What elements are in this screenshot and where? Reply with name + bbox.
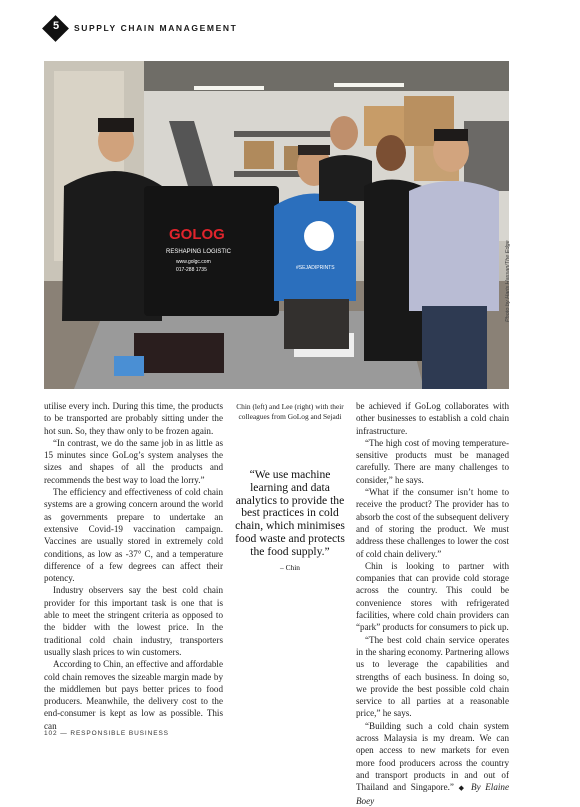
section-number: 5 [52, 20, 60, 32]
paragraph: Industry observers say the best cold chain provider for this important task is one that is able to meet the stringent criteria as opposed to the bidder with the lowest price. In the traditional cold chain industry, transporters usually slash prices to win customers. [44, 585, 223, 657]
pull-quote-text: “We use machine learning and data analytics to provide the best practices in cold chain, which minimises food waste and protects the food supply.” [235, 468, 345, 558]
pull-quote [232, 469, 348, 574]
shirt-text: #SEJADIPRINTS [296, 265, 335, 271]
article-column-2 [356, 400, 509, 807]
photo-caption: Chin (left) and Lee (right) with their colleagues from GoLog and Sejadi [236, 402, 344, 422]
end-mark-icon: ◆ [458, 784, 467, 793]
bag-url: www.golgc.com [176, 259, 211, 265]
last-paragraph [356, 720, 509, 807]
bag-brand: GOLOG [169, 226, 225, 243]
paragraph: “The best cold chain service operates in the sharing economy. Partnering allows us to leverage the capabilities and strengths of each business. In doing so, we provide the best possible cold chain service to all parties at a reasonable price,” he says. [356, 634, 509, 719]
byline: By Elaine Boey [356, 782, 509, 806]
paragraph: be achieved if GoLog collaborates with other businesses to establish a cold chain infrastructure. [356, 401, 509, 436]
paragraph-text: “Building such a cold chain system across Malaysia is my dream. We can open access to new markets for even more food producers across the country and transport products in and out of Thailand and Singapore.” [356, 720, 509, 793]
paragraph: Chin is looking to partner with companies that can provide cold storage across the country. This could be convenience stores with refrigerated facilities, where cold chain providers can “park” products for consumers to pick up. [356, 560, 509, 633]
paragraph: The efficiency and effectiveness of cold chain systems are a growing concern around the world as governments prepare to undertake an extensive Covid-19 vaccination campaign. Vaccines are usually stored in extremely cold conditions, as low as -37° C, and a temperature difference of a few degrees can affect their potency. [44, 487, 223, 584]
pull-quote-attribution: – Chin [280, 562, 300, 572]
paragraph: “In contrast, we do the same job in as little as 15 minutes since GoLog’s system analyses the sizes and shapes of all the products and recommends the best way to load the lorry.” [44, 437, 223, 485]
photo-credit: Photo by Haris Hassan/The Edge [505, 240, 511, 322]
paragraph: “The high cost of moving temperature-sensitive products must be managed carefully. There are many challenges to consider,” he says. [356, 437, 509, 485]
page-footer: 102 — RESPONSIBLE BUSINESS [44, 730, 169, 737]
feature-photo-illustration [44, 61, 509, 389]
section-header [44, 14, 237, 42]
section-title: SUPPLY CHAIN MANAGEMENT [74, 23, 238, 33]
article-column-1 [44, 400, 223, 732]
feature-photo [44, 61, 509, 389]
paragraph: “What if the consumer isn’t home to receive the product? The provider has to absorb the cost of the subsequent delivery and of storing the product. We must address these challenges to lower the cost of cold chain delivery.” [356, 487, 509, 559]
paragraph: According to Chin, an effective and affordable cold chain removes the sizeable margin made by the middlemen but pays better prices to food producers. Meanwhile, the delivery cost to the end-consumer is kept as low as possible. This can [44, 659, 223, 731]
paragraph: utilise every inch. During this time, the products to be transported are probably sitting under the hot sun. So, they thaw only to be frozen again. [44, 401, 223, 436]
bag-tagline: RESHAPING LOGISTIC [166, 249, 232, 255]
bag-phone: 017-288 1735 [176, 267, 207, 273]
